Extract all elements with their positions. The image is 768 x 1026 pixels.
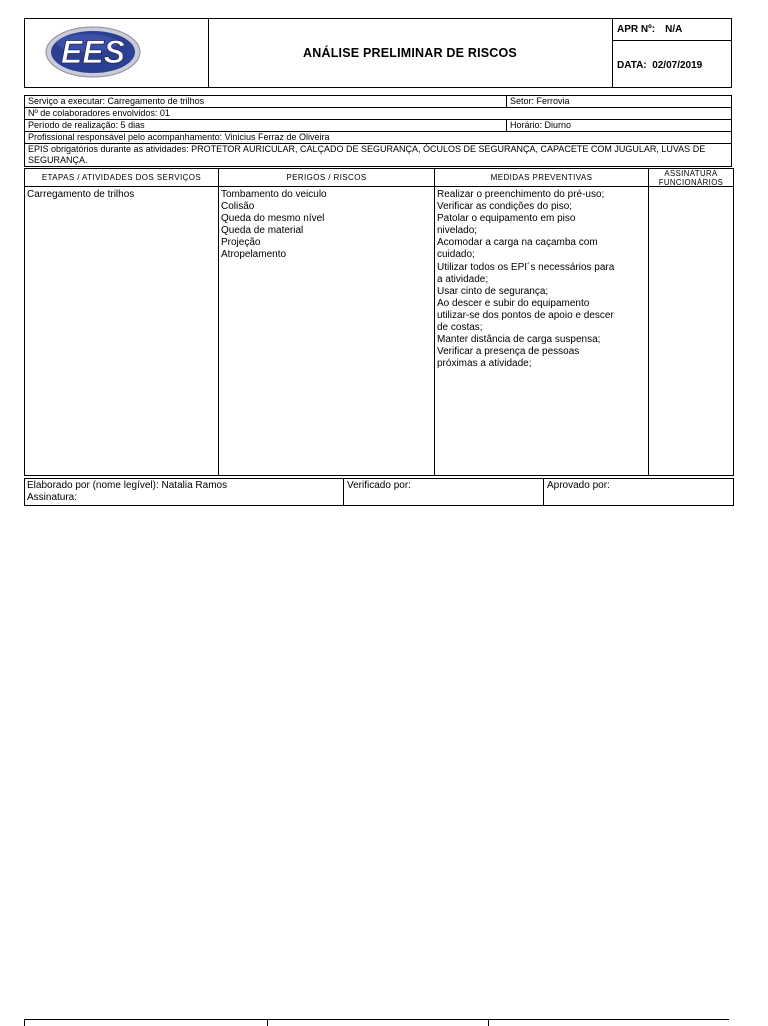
measure-line: próximas a atividade; — [437, 358, 532, 370]
document-date — [613, 42, 731, 87]
collaborators-count: Nº de colaboradores envolvidos: 01 — [28, 108, 170, 118]
measure-line: cuidado; — [437, 249, 475, 261]
measure-line: utilizar-se dos pontos de apoio e descer — [437, 309, 614, 321]
risks-column — [219, 169, 435, 475]
measure-line: Ao descer e subir do equipamento — [437, 297, 590, 309]
next-page-table-edge — [24, 1019, 729, 1026]
step-item: Carregamento de trilhos — [27, 189, 135, 200]
measure-line: Acomodar a carga na caçamba com — [437, 237, 598, 249]
steps-column — [25, 169, 219, 475]
signature-header — [649, 169, 733, 187]
epis-row — [25, 144, 731, 166]
date-value: 02/07/2019 — [652, 60, 703, 71]
steps-list — [25, 187, 218, 201]
responsible-row — [25, 132, 731, 144]
prepared-by-cell — [27, 480, 227, 504]
approval-footer — [24, 478, 734, 506]
measure-line: a atividade; — [437, 273, 489, 285]
document-header — [24, 18, 732, 88]
risk-item: Tombamento do veiculo — [221, 189, 327, 200]
schedule: Horário: Diurno — [506, 120, 571, 131]
measures-header: MEDIDAS PREVENTIVAS — [435, 169, 648, 187]
signature-header-line1: ASSINATURA — [664, 169, 718, 178]
measures-list — [435, 187, 648, 370]
risk-item: Colisão — [221, 201, 255, 213]
apr-label: APR Nº: — [617, 24, 656, 35]
measure-line: Patolar o equipamento em piso — [437, 213, 576, 225]
logo-text: EES — [60, 34, 126, 70]
risk-item: Projeção — [221, 237, 261, 249]
risk-item: Queda de material — [221, 225, 304, 237]
measure-line: nivelado; — [437, 225, 478, 237]
prepared-by: Elaborado por (nome legível): Natalia Ramos — [27, 480, 228, 491]
measure-line: Verificar as condições do piso; — [437, 201, 573, 213]
risk-item: Atropelamento — [221, 249, 287, 261]
period-row — [25, 120, 731, 132]
date-label: DATA: — [617, 60, 647, 71]
risk-item: Queda do mesmo nível — [221, 213, 325, 225]
signature-column — [649, 169, 733, 475]
ees-logo — [25, 19, 208, 87]
meta-cell — [613, 19, 731, 87]
sector: Setor: Ferrovia — [506, 96, 570, 107]
service-to-execute: Serviço a executar: Carregamento de trilhos — [28, 96, 205, 106]
signature-header-line2: FUNCIONÁRIOS — [658, 178, 724, 187]
service-row — [25, 96, 731, 108]
measure-line: Utilizar todos os EPI´s necessários para — [437, 261, 615, 273]
verified-by: Verificado por: — [343, 479, 411, 506]
period: Período de realização: 5 dias — [28, 120, 145, 130]
measure-line: Verificar a presença de pessoas — [437, 346, 580, 358]
divider — [267, 1020, 268, 1026]
risks-list — [219, 187, 434, 262]
measure-line: de costas; — [437, 322, 483, 334]
measure-line: Manter distância de carga suspensa; — [437, 334, 601, 346]
measure-line: Realizar o preenchimento do pré-uso; — [437, 189, 605, 200]
measure-line: Usar cinto de segurança; — [437, 285, 549, 297]
risks-header: PERIGOS / RISCOS — [219, 169, 434, 187]
logo-cell — [25, 19, 209, 87]
measures-column — [435, 169, 649, 475]
apr-value: N/A — [665, 24, 683, 35]
steps-header: ETAPAS / ATIVIDADES DOS SERVIÇOS — [25, 169, 218, 187]
service-info — [24, 95, 732, 167]
collaborators-row — [25, 108, 731, 120]
required-epis: EPIS obrigatórios durante as atividades: PROTETOR AURICULAR, CALÇADO DE SEGURANÇA, ÓCULOS DE SEGURANÇA, CAPACETE COM JUGULAR, LUVAS DE SEGURANÇA. — [28, 144, 706, 165]
signature-line: Assinatura: — [27, 492, 78, 503]
divider — [488, 1020, 489, 1026]
responsible-professional: Profissional responsável pelo acompanhamento: Vinicius Ferraz de Oliveira — [28, 132, 330, 142]
document-title: ANÁLISE PRELIMINAR DE RISCOS — [208, 19, 613, 87]
risk-table — [24, 168, 734, 476]
apr-number — [613, 19, 731, 41]
approved-by: Aprovado por: — [543, 479, 610, 506]
